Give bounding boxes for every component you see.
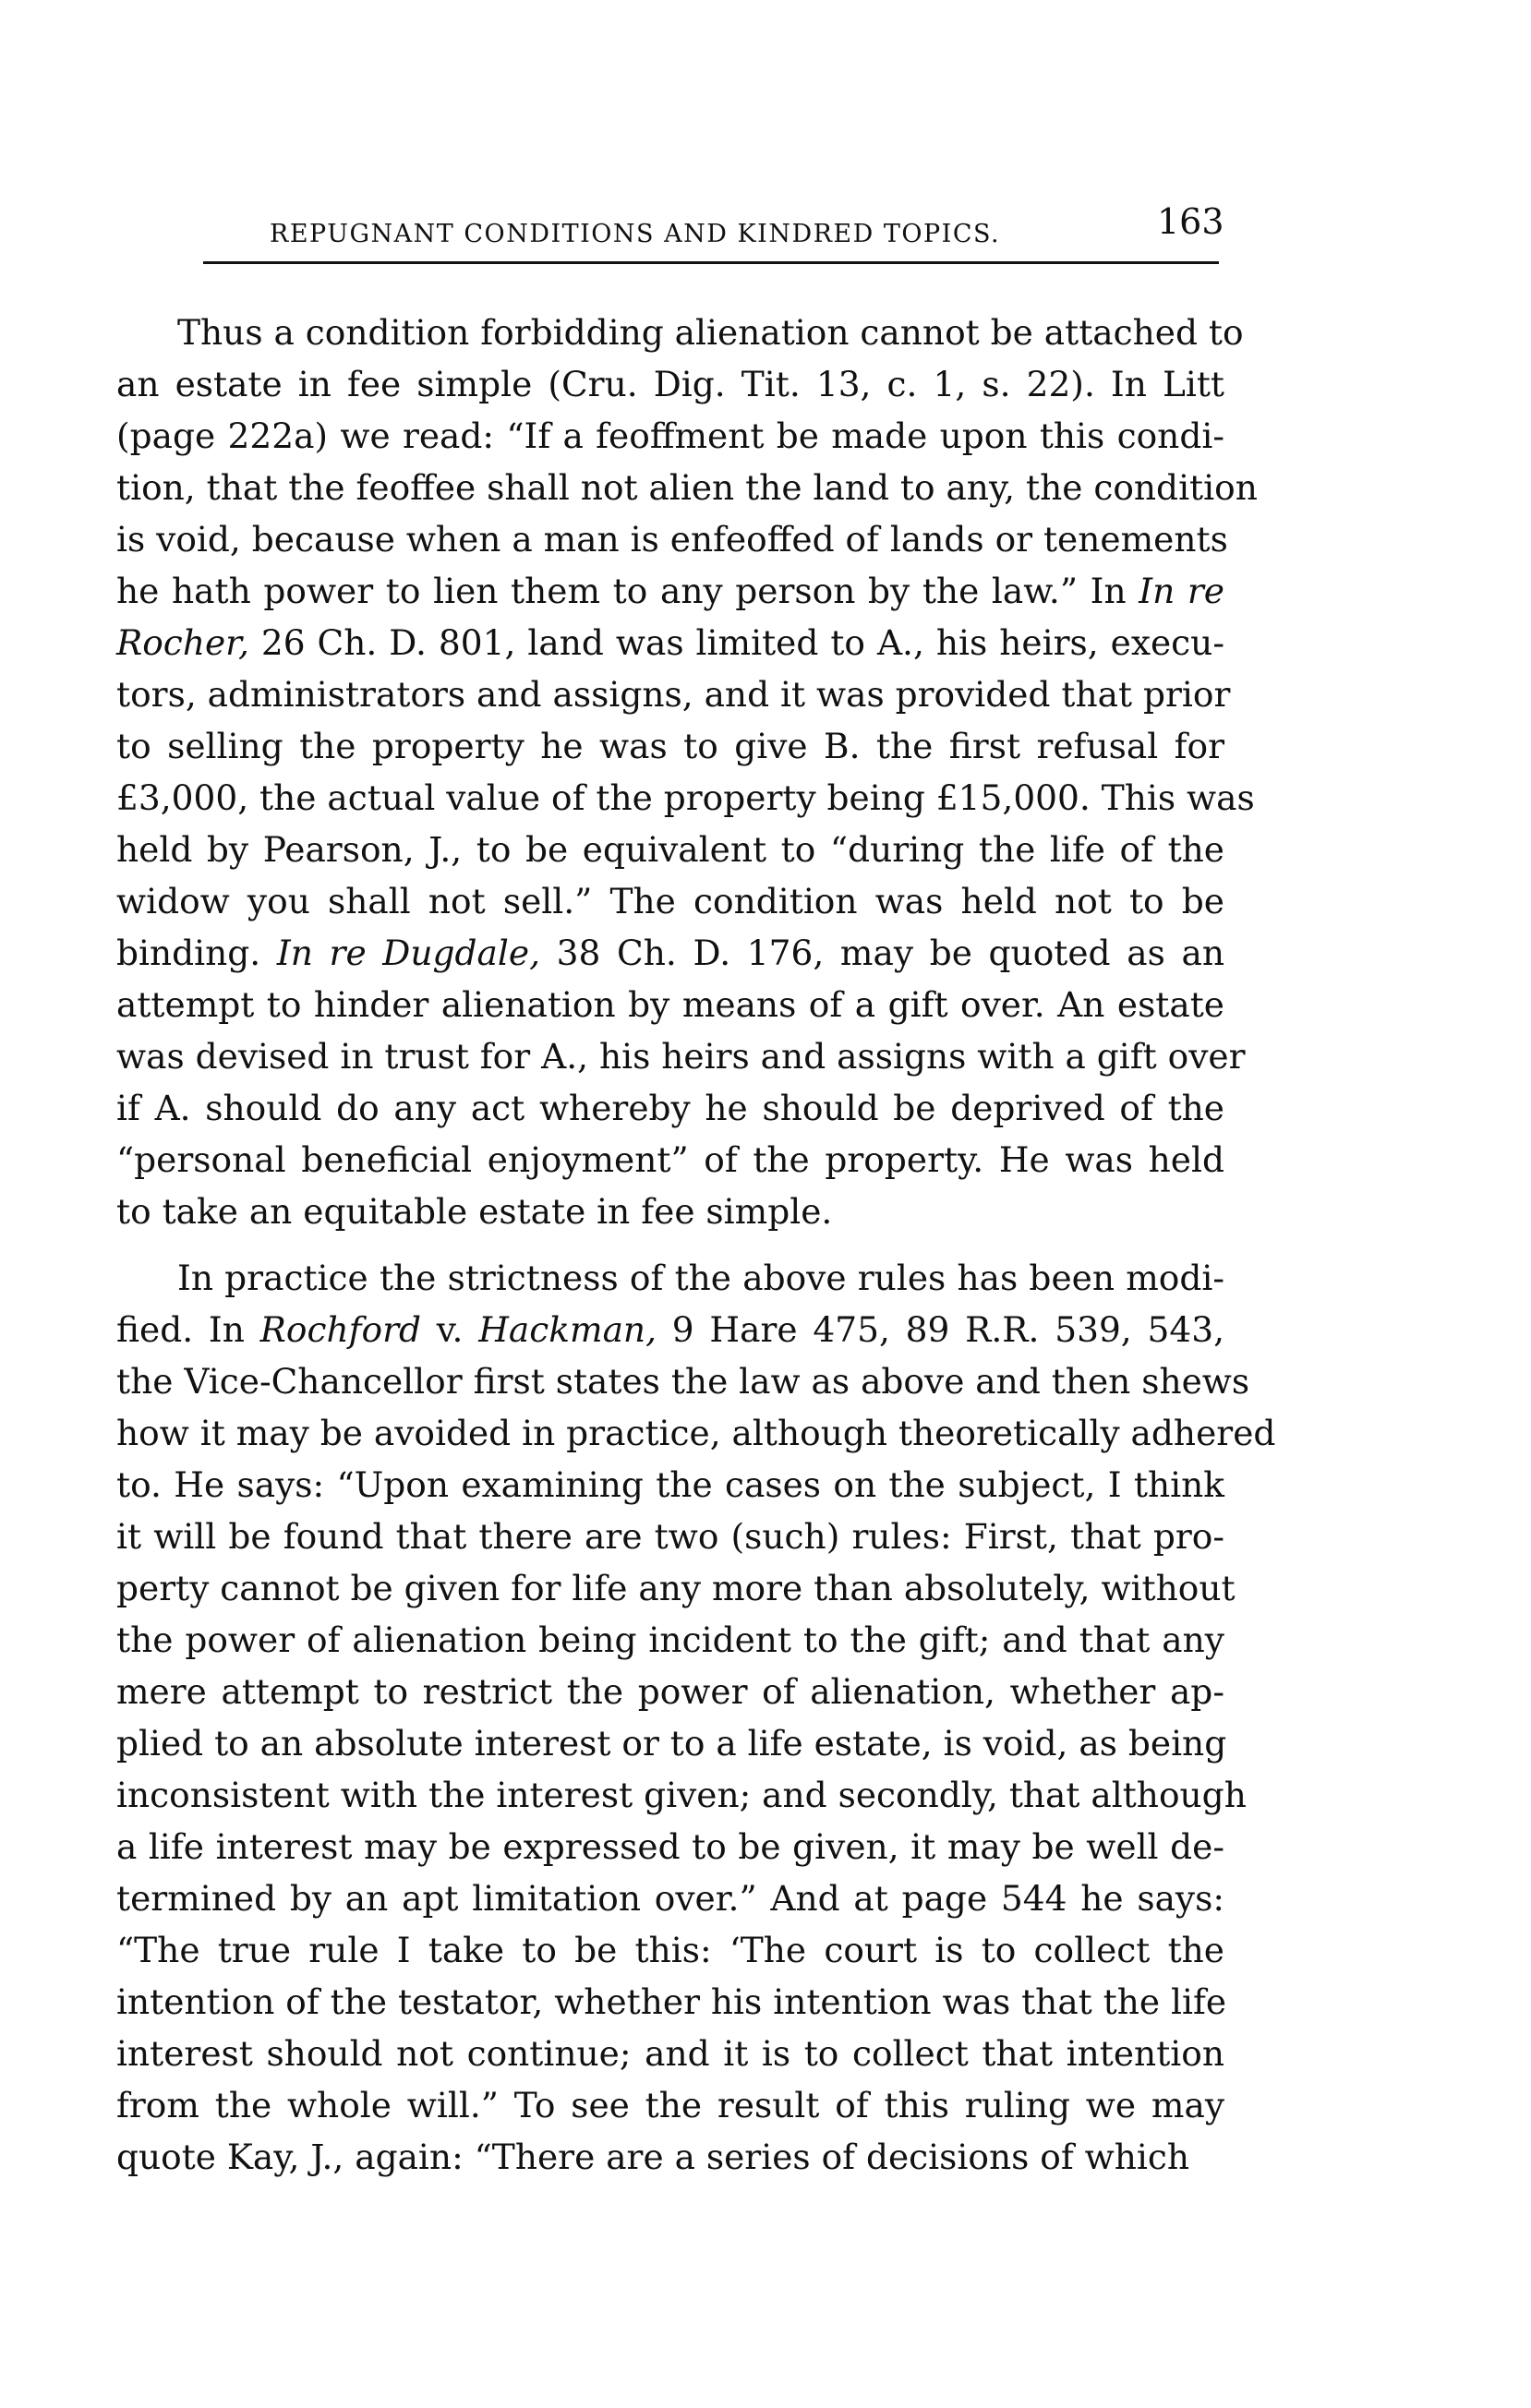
text-line — [116, 1252, 1224, 1304]
text-segment: fied. In — [116, 1309, 260, 1350]
text-segment: £3,000, the actual value of the property being £15,000. This was — [116, 777, 1255, 818]
text-segment: if A. should do any act whereby he should be deprived of the — [116, 1088, 1224, 1128]
text-line — [116, 927, 1224, 979]
text-line — [116, 1355, 1250, 1407]
text-segment: tors, administrators and assigns, and it was provided that prior — [116, 674, 1231, 715]
text-line — [116, 462, 1258, 513]
text-segment: the Vice-Chancellor first states the law as above and then shews — [116, 1361, 1250, 1402]
text-segment: interest should not continue; and it is to collect that intention — [116, 2033, 1224, 2074]
italic-citation: Rochford — [259, 1309, 422, 1350]
paragraph — [116, 1252, 1276, 2183]
text-segment: the power of alienation being incident to the gift; and that any — [116, 1619, 1224, 1660]
text-line — [116, 1614, 1224, 1666]
text-segment: inconsistent with the interest given; and secondly, that although — [116, 1775, 1247, 1815]
text-line — [116, 1769, 1247, 1821]
text-segment: a life interest may be expressed to be given, it may be well de- — [116, 1826, 1224, 1867]
text-line — [116, 668, 1231, 720]
text-segment: widow you shall not sell.” The condition was held not to be — [116, 881, 1224, 921]
text-segment: 38 Ch. D. 176, may be quoted as an — [540, 933, 1224, 973]
text-line — [116, 1304, 1224, 1355]
text-line — [116, 565, 1224, 617]
text-line — [116, 772, 1255, 824]
text-line — [116, 2079, 1224, 2131]
italic-citation: In re Dugdale, — [276, 933, 540, 973]
text-line — [116, 410, 1224, 462]
text-segment: an estate in fee simple (Cru. Dig. Tit. 13, c. 1, s. 22). In Litt — [116, 364, 1224, 404]
text-line — [116, 1562, 1236, 1614]
text-segment: perty cannot be given for life any more than absolutely, without — [116, 1568, 1236, 1608]
text-line — [116, 2028, 1224, 2079]
text-segment: mere attempt to restrict the power of alienation, whether ap- — [116, 1671, 1224, 1712]
text-line — [116, 1030, 1246, 1082]
text-segment: was devised in trust for A., his heirs and assigns with a gift over — [116, 1036, 1246, 1077]
text-segment: intention of the testator, whether his intention was that the life — [116, 1981, 1227, 2022]
text-line — [116, 1717, 1227, 1769]
text-line — [116, 1821, 1224, 1872]
text-segment: Thus a condition forbidding alienation cannot be attached to — [177, 312, 1244, 353]
text-segment: to. He says: “Upon examining the cases on the subject, I think — [116, 1464, 1224, 1505]
text-line — [116, 875, 1224, 927]
text-line — [116, 1666, 1224, 1717]
text-line — [116, 1082, 1224, 1134]
text-segment: to selling the property he was to give B. the first refusal for — [116, 726, 1224, 766]
text-line — [116, 513, 1228, 565]
text-line — [116, 307, 1244, 358]
text-segment: held by Pearson, J., to be equivalent to “during the life of the — [116, 829, 1224, 870]
page-number: 163 — [1157, 201, 1224, 242]
text-line — [116, 1976, 1227, 2028]
text-segment: it will be found that there are two (such) rules: First, that pro- — [116, 1516, 1224, 1557]
text-line — [116, 979, 1224, 1030]
text-line — [116, 1459, 1224, 1511]
text-segment: (page 222a) we read: “If a feoffment be made upon this condi- — [116, 415, 1224, 456]
text-segment: from the whole will.” To see the result of this ruling we may — [116, 2085, 1224, 2125]
text-segment: quote Kay, J., again: “There are a series of decisions of which — [116, 2137, 1190, 2177]
text-segment: 26 Ch. D. 801, land was limited to A., his heirs, execu- — [248, 622, 1224, 663]
text-line — [116, 1134, 1224, 1186]
text-segment: to take an equitable estate in fee simple. — [116, 1191, 833, 1232]
body-text — [116, 307, 1276, 2183]
text-line — [116, 1511, 1224, 1562]
text-segment: termined by an apt limitation over.” And at page 544 he says: — [116, 1878, 1224, 1919]
text-segment: he hath power to lien them to any person by the law.” In — [116, 571, 1139, 611]
text-line — [116, 1186, 1224, 1237]
text-line — [116, 1872, 1224, 1924]
text-segment: “personal beneficial enjoyment” of the property. He was held — [116, 1139, 1224, 1180]
text-segment: how it may be avoided in practice, although theoretically adhered — [116, 1413, 1276, 1453]
text-line — [116, 1924, 1224, 1976]
text-segment: is void, because when a man is enfeoffed of lands or tenements — [116, 519, 1228, 560]
text-segment: In practice the strictness of the above rules has been modi- — [177, 1258, 1224, 1298]
text-segment: plied to an absolute interest or to a life estate, is void, as being — [116, 1723, 1227, 1764]
text-line — [116, 2131, 1224, 2183]
text-line — [116, 1407, 1276, 1459]
text-segment: tion, that the feoffee shall not alien the land to any, the condition — [116, 467, 1258, 508]
running-head: REPUGNANT CONDITIONS AND KINDRED TOPICS. — [270, 220, 1001, 248]
text-segment: 9 Hare 475, 89 R.R. 539, 543, — [657, 1309, 1225, 1350]
text-line — [116, 720, 1224, 772]
text-line — [116, 617, 1224, 668]
italic-citation: In re — [1139, 571, 1224, 611]
text-line — [116, 358, 1224, 410]
header-rule — [203, 261, 1219, 264]
text-segment: v. — [421, 1309, 479, 1350]
text-segment: binding. — [116, 933, 277, 973]
paragraph-gap — [116, 1237, 1224, 1252]
text-line — [116, 824, 1224, 875]
paragraph — [116, 307, 1258, 1237]
italic-citation: Hackman, — [478, 1309, 657, 1350]
text-segment: attempt to hinder alienation by means of a gift over. An estate — [116, 984, 1224, 1025]
text-segment: “The true rule I take to be this: ‘The court is to collect the — [116, 1930, 1224, 1970]
italic-citation: Rocher, — [116, 622, 249, 663]
